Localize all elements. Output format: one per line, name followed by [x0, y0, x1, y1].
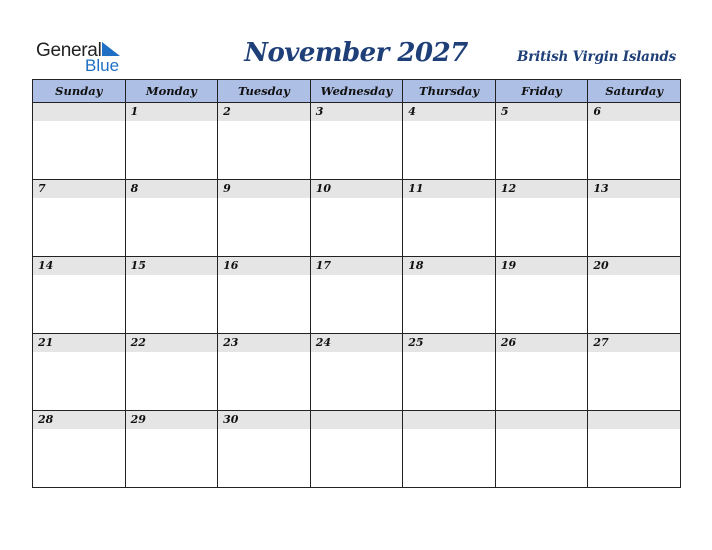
- day-number: 29: [126, 411, 218, 429]
- day-number: 19: [496, 257, 588, 275]
- weekday-header: Monday: [125, 80, 218, 103]
- day-cell: [33, 411, 126, 488]
- day-number: 25: [403, 334, 495, 352]
- day-number: 26: [496, 334, 588, 352]
- day-number: 27: [588, 334, 680, 352]
- day-number: [33, 103, 125, 121]
- day-cell: [495, 180, 588, 257]
- weekday-header: Saturday: [588, 80, 681, 103]
- day-number: 10: [311, 180, 403, 198]
- day-cell: [125, 180, 218, 257]
- day-cell: [310, 334, 403, 411]
- day-number: 24: [311, 334, 403, 352]
- weekday-header-row: [33, 80, 681, 103]
- day-number: 14: [33, 257, 125, 275]
- day-cell: [588, 257, 681, 334]
- day-number: 16: [218, 257, 310, 275]
- day-number: 6: [588, 103, 680, 121]
- day-cell: [588, 334, 681, 411]
- weekday-header: Wednesday: [310, 80, 403, 103]
- day-number: 3: [311, 103, 403, 121]
- week-row: [33, 257, 681, 334]
- logo-text-blue: Blue: [85, 56, 120, 75]
- day-cell: [125, 103, 218, 180]
- day-cell: [125, 411, 218, 488]
- day-number: 22: [126, 334, 218, 352]
- day-number: 21: [33, 334, 125, 352]
- day-cell: [403, 411, 496, 488]
- day-cell: [218, 334, 311, 411]
- day-cell: [218, 257, 311, 334]
- day-cell: [33, 334, 126, 411]
- day-cell: [218, 180, 311, 257]
- day-cell: [33, 257, 126, 334]
- week-row: [33, 411, 681, 488]
- day-cell: [310, 257, 403, 334]
- day-number: [403, 411, 495, 429]
- logo-text-general: General: [36, 40, 102, 61]
- day-number: [496, 411, 588, 429]
- day-cell: [218, 103, 311, 180]
- weekday-header: Thursday: [403, 80, 496, 103]
- day-cell: [588, 180, 681, 257]
- week-row: [33, 103, 681, 180]
- day-cell: [125, 257, 218, 334]
- day-number: 9: [218, 180, 310, 198]
- weekday-header: Tuesday: [218, 80, 311, 103]
- day-number: 4: [403, 103, 495, 121]
- day-number: 17: [311, 257, 403, 275]
- day-cell: [495, 411, 588, 488]
- day-number: 1: [126, 103, 218, 121]
- day-number: 11: [403, 180, 495, 198]
- day-cell: [588, 411, 681, 488]
- day-cell: [495, 334, 588, 411]
- weekday-header: Sunday: [33, 80, 126, 103]
- day-cell: [218, 411, 311, 488]
- day-cell: [495, 257, 588, 334]
- day-number: 12: [496, 180, 588, 198]
- week-row: [33, 334, 681, 411]
- day-number: 15: [126, 257, 218, 275]
- day-number: 8: [126, 180, 218, 198]
- day-cell: [33, 180, 126, 257]
- day-number: 20: [588, 257, 680, 275]
- day-number: 28: [33, 411, 125, 429]
- day-number: 2: [218, 103, 310, 121]
- page-title: November 2027: [244, 38, 468, 68]
- day-number: 7: [33, 180, 125, 198]
- day-cell: [403, 103, 496, 180]
- day-cell: [403, 180, 496, 257]
- day-number: 5: [496, 103, 588, 121]
- day-number: [588, 411, 680, 429]
- day-number: [311, 411, 403, 429]
- day-cell: [588, 103, 681, 180]
- day-cell: [403, 257, 496, 334]
- day-cell: [125, 334, 218, 411]
- day-cell: [495, 103, 588, 180]
- day-cell: [403, 334, 496, 411]
- day-cell: [33, 103, 126, 180]
- week-row: [33, 180, 681, 257]
- calendar-grid: [32, 79, 681, 488]
- day-cell: [310, 103, 403, 180]
- day-number: 13: [588, 180, 680, 198]
- day-cell: [310, 180, 403, 257]
- region-label: British Virgin Islands: [517, 49, 676, 65]
- brand-logo: [36, 40, 132, 74]
- day-number: 18: [403, 257, 495, 275]
- day-number: 23: [218, 334, 310, 352]
- day-cell: [310, 411, 403, 488]
- weekday-header: Friday: [495, 80, 588, 103]
- day-number: 30: [218, 411, 310, 429]
